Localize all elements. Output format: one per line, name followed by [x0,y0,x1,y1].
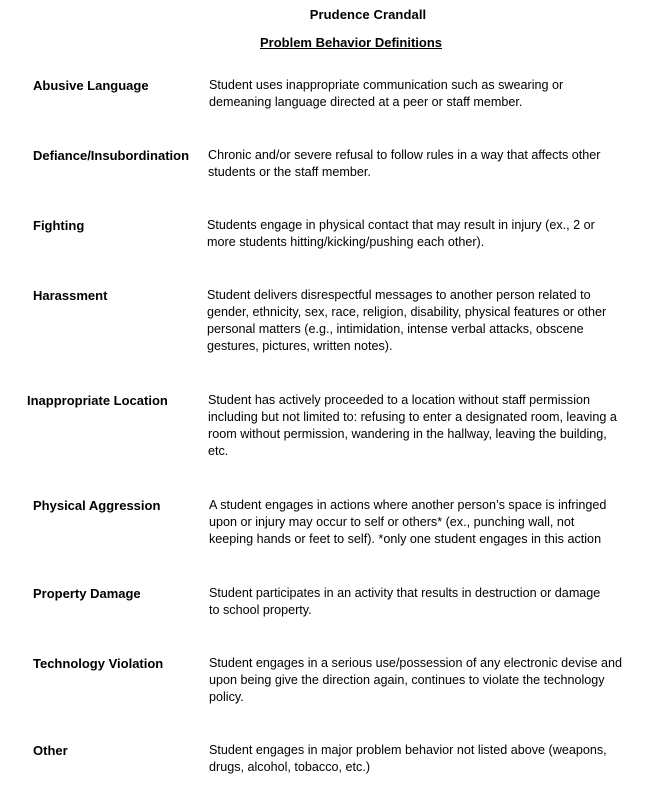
term-physical-aggression: Physical Aggression [33,498,161,513]
definition-line: gestures, pictures, written notes). [207,339,393,353]
term-technology-violation: Technology Violation [33,656,164,671]
definition-line: etc. [208,444,229,458]
definition-line: room without permission, wandering in the hallway, leaving the building, [208,427,607,441]
definition-line: A student engages in actions where another person’s space is infringed [209,498,607,512]
definition-line: keeping hands or feet to self). *only one student engages in this action [209,532,602,546]
definition-line: Student participates in an activity that results in destruction or damage [209,586,601,600]
definition-line: to school property. [209,603,312,617]
term-fighting: Fighting [33,218,85,233]
definition-line: personal matters (e.g., intimidation, intense verbal attacks, obscene [207,322,584,336]
definition-physical-aggression [209,497,651,548]
definition-line: upon or injury may occur to self or others* (ex., punching wall, not [209,515,575,529]
definition-technology-violation [209,655,651,706]
definition-line: gender, ethnicity, sex, race, religion, disability, physical features or other [207,305,607,319]
definition-property-damage [209,585,651,619]
term-inappropriate-location: Inappropriate Location [27,393,168,408]
definition-line: demeaning language directed at a peer or staff member. [209,95,523,109]
definition-abusive-language [209,77,651,111]
definition-inappropriate-location [208,392,650,460]
term-harassment: Harassment [33,288,108,303]
document-author: Prudence Crandall [309,7,427,22]
definition-line: Student has actively proceeded to a location without staff permission [208,393,591,407]
definition-line: including but not limited to: refusing to enter a designated room, leaving a [208,410,617,424]
definition-fighting [207,217,649,251]
term-defiance-insubordination: Defiance/Insubordination [33,148,190,163]
definition-line: Chronic and/or severe refusal to follow rules in a way that affects other [208,148,601,162]
term-property-damage: Property Damage [33,586,141,601]
definition-line: Student uses inappropriate communication such as swearing or [209,78,564,92]
definition-line: Student delivers disrespectful messages to another person related to [207,288,591,302]
definition-line: policy. [209,690,244,704]
definition-defiance-insubordination [208,147,650,181]
definition-line: drugs, alcohol, tobacco, etc.) [209,760,371,774]
definition-harassment [207,287,649,355]
definition-line: Students engage in physical contact that may result in injury (ex., 2 or [207,218,595,232]
term-abusive-language: Abusive Language [33,78,149,93]
definition-line: students or the staff member. [208,165,371,179]
term-other: Other [33,743,68,758]
definition-line: more students hitting/kicking/pushing each other). [207,235,485,249]
definition-line: Student engages in major problem behavior not listed above (weapons, [209,743,607,757]
definition-line: upon being give the direction again, continues to violate the technology [209,673,605,687]
definition-other [209,742,651,776]
definition-line: Student engages in a serious use/possession of any electronic devise and [209,656,623,670]
document-title: Problem Behavior Definitions [259,35,443,50]
